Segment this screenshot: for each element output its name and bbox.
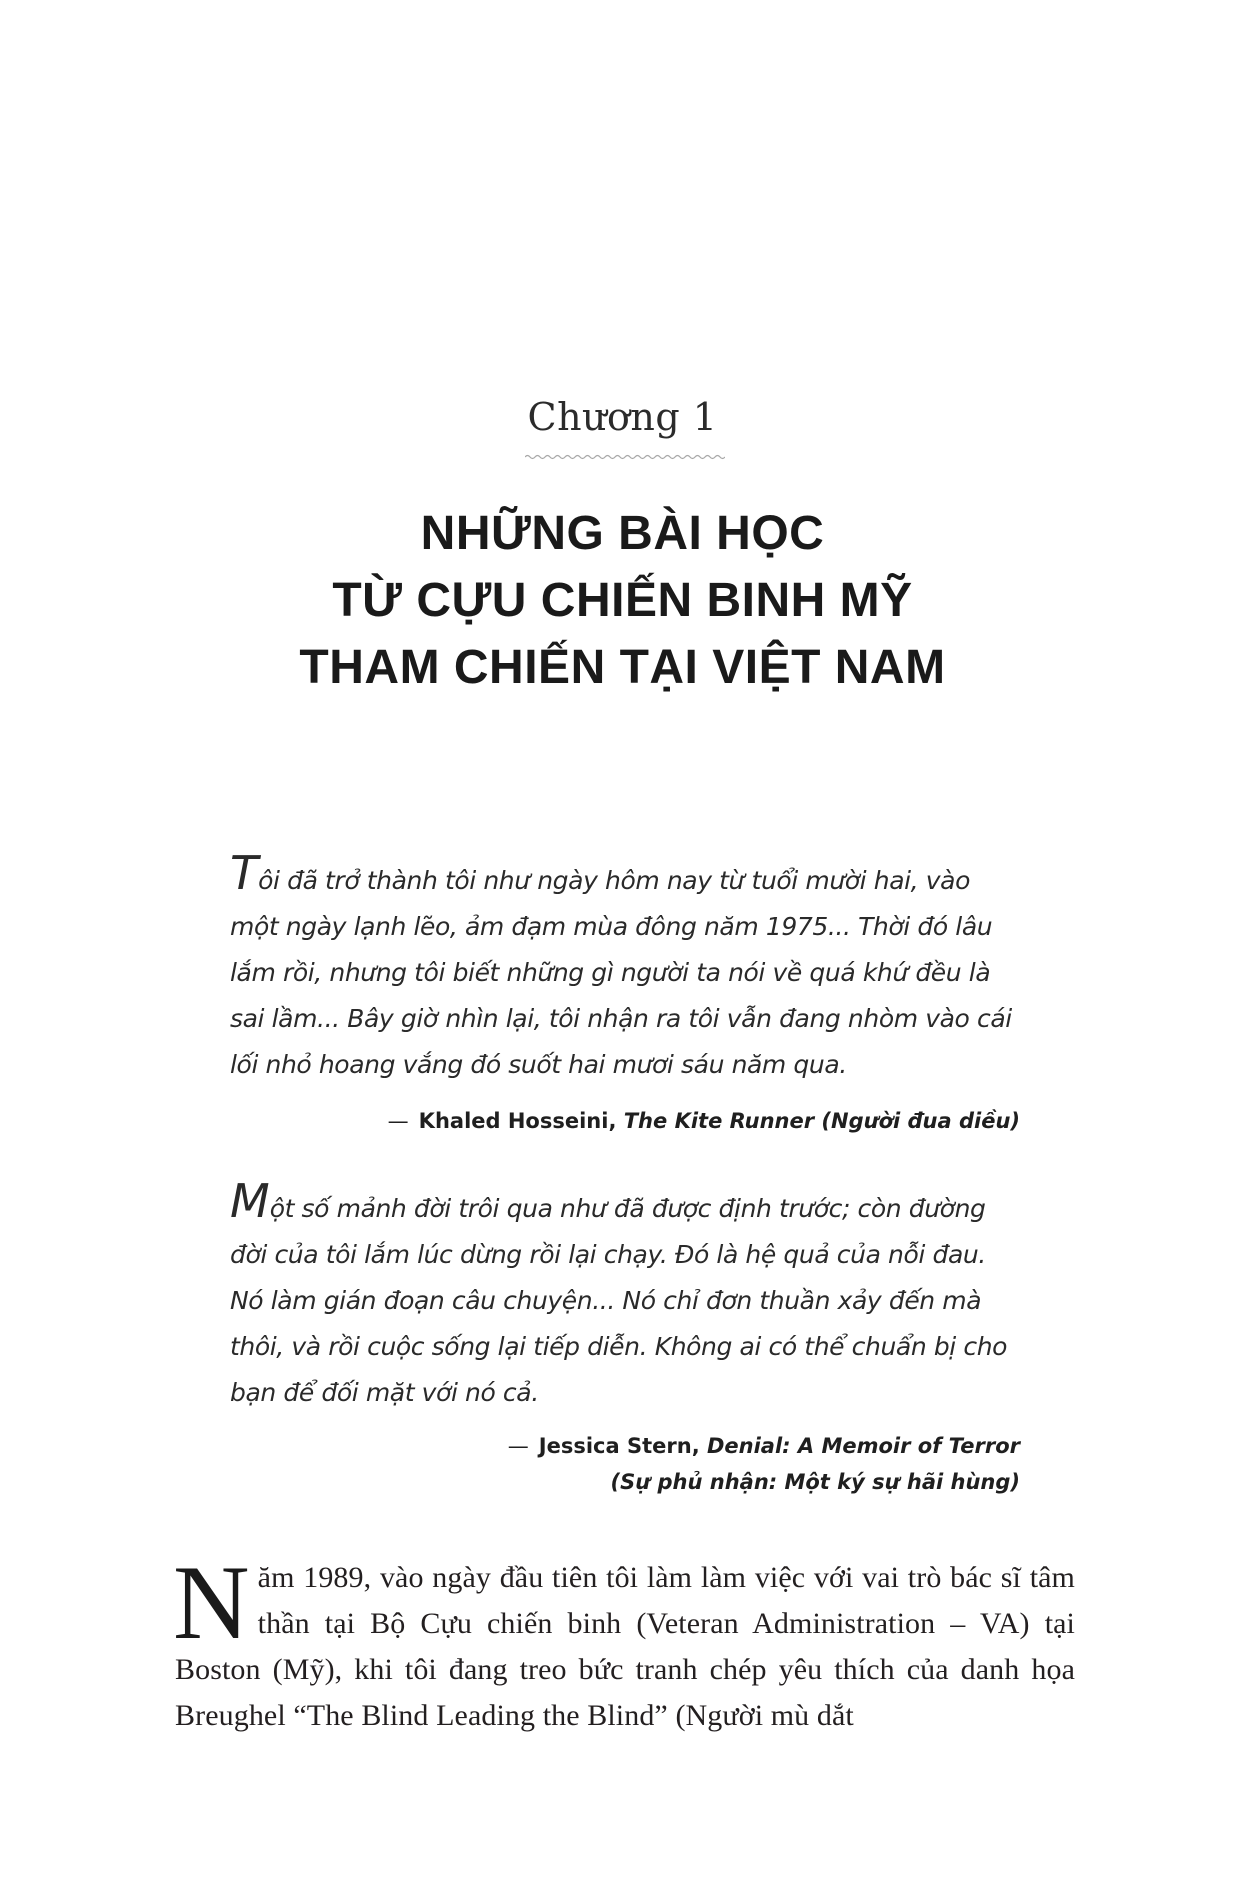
epigraph-dropcap: M — [230, 1174, 270, 1228]
attribution-author: Jessica Stern, — [538, 1434, 700, 1458]
epigraph-attribution — [508, 1428, 1020, 1500]
chapter-title — [0, 500, 1245, 701]
attribution-book-translation: (Sự phủ nhận: Một ký sự hãi hùng) — [610, 1470, 1020, 1494]
chapter-title-line: THAM CHIẾN TẠI VIỆT NAM — [299, 641, 946, 694]
attribution-book: The Kite Runner (Người đua diều) — [623, 1109, 1020, 1133]
body-dropcap: N — [173, 1544, 250, 1661]
chapter-title-line: TỪ CỰU CHIẾN BINH MỸ — [332, 574, 913, 627]
wavy-divider-icon — [525, 452, 725, 462]
chapter-title-line: NHỮNG BÀI HỌC — [420, 507, 825, 560]
body-text: ăm 1989, vào ngày đầu tiên tôi làm làm việc với vai trò bác sĩ tâm thần tại Bộ Cựu chiến binh (Veteran Administration – VA) tại Boston (Mỹ), khi tôi đang treo bức tranh chép yêu thích của danh họa Breughel “The Blind Leading the Blind” (Người mù dắt — [175, 1561, 1075, 1732]
epigraph-quote — [230, 1174, 1020, 1416]
em-dash: — — [387, 1109, 409, 1133]
body-paragraph — [173, 1544, 1075, 1739]
epigraph-text: ôi đã trở thành tôi như ngày hôm nay từ tuổi mười hai, vào một ngày lạnh lẽo, ảm đạm mùa đông năm 1975... Thời đó lâu lắm rồi, nhưng tôi biết những gì người ta nói về quá khứ đều là sai lầm... Bây giờ nhìn lại, tôi nhận ra tôi vẫn đang nhòm vào cái lối nhỏ hoang vắng đó suốt hai mươi sáu năm qua. — [230, 866, 1012, 1079]
attribution-author: Khaled Hosseini, — [418, 1109, 617, 1133]
em-dash: — — [507, 1434, 529, 1458]
chapter-label: Chương 1 — [527, 395, 718, 439]
epigraph-quote — [230, 846, 1020, 1088]
epigraph-attribution — [388, 1103, 1020, 1139]
epigraph-text: ột số mảnh đời trôi qua như đã được định trước; còn đường đời của tôi lắm lúc dừng rồi lại chạy. Đó là hệ quả của nỗi đau. Nó làm gián đoạn câu chuyện... Nó chỉ đơn thuần xảy đến mà thôi, và rồi cuộc sống lại tiếp diễn. Không ai có thể chuẩn bị cho bạn để đối mặt với nó cả. — [230, 1194, 1008, 1407]
epigraph-dropcap: T — [230, 846, 259, 900]
attribution-book: Denial: A Memoir of Terror — [706, 1434, 1020, 1458]
